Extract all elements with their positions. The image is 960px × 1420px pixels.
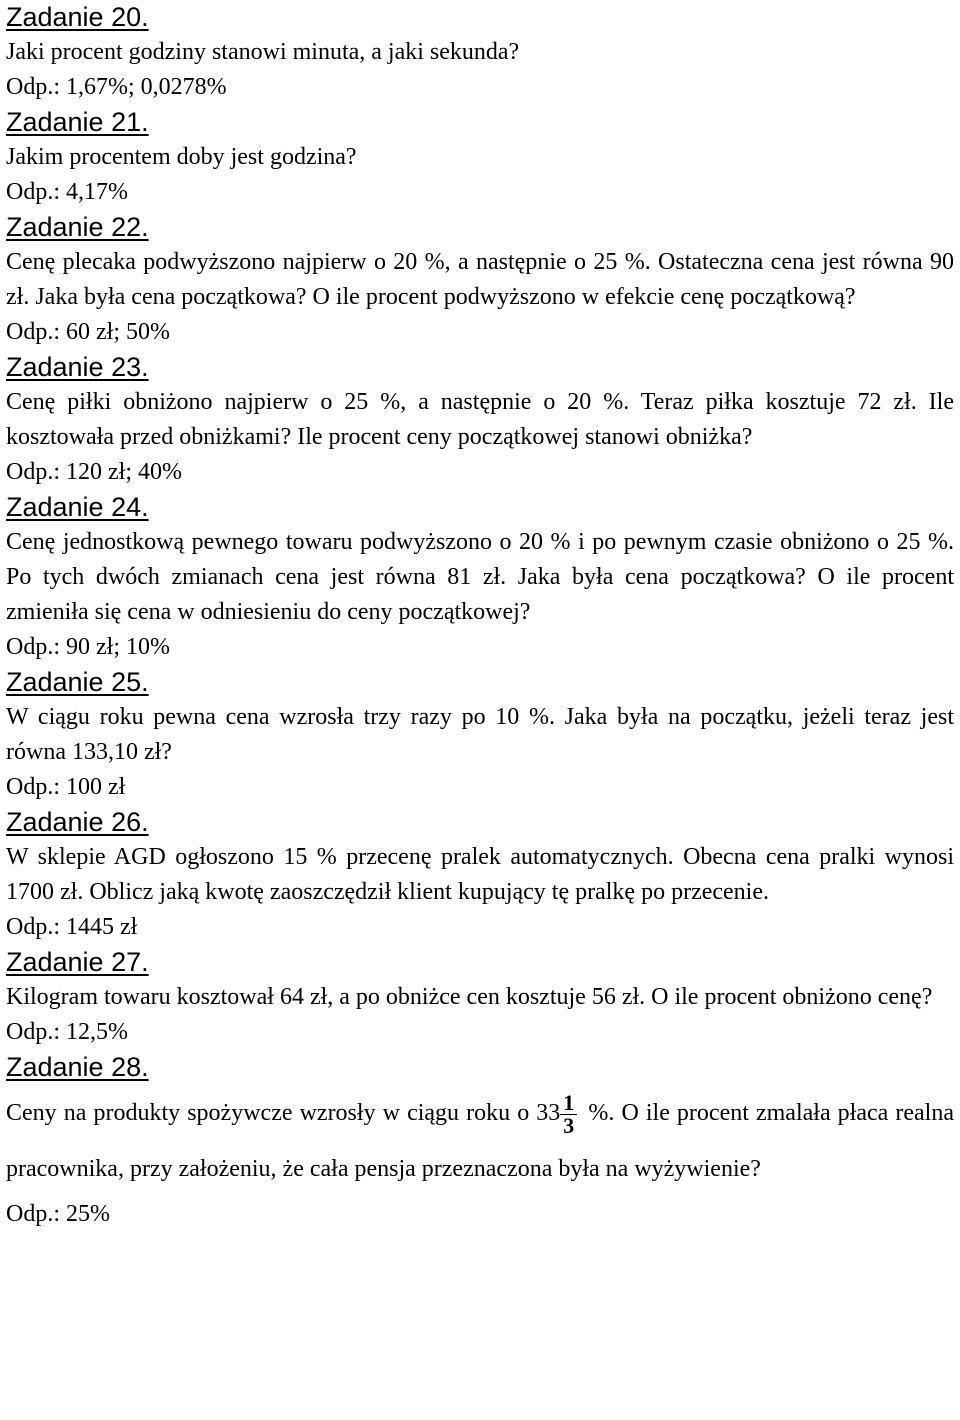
task-question: Jaki procent godziny stanowi minuta, a jaki sekunda? xyxy=(6,39,520,65)
task-heading: Zadanie 25. xyxy=(6,667,149,697)
task-22 xyxy=(6,210,954,350)
task-heading: Zadanie 22. xyxy=(6,212,149,242)
fraction xyxy=(560,1089,577,1138)
task-question: Cenę plecaka podwyższono najpierw o 20 %, a następnie o 25 %. Ostateczna cena jest równa 90 zł. Jaka była cena początkowa? O ile procent podwyższono w efekcie cenę początkową? xyxy=(6,249,954,310)
fraction-numerator: 1 xyxy=(560,1092,577,1115)
task-question: Cenę jednostkową pewnego towaru podwyższono o 20 % i po pewnym czasie obniżono o 25 %. Po tych dwóch zmianach cena jest równa 81 zł. Jaka była cena początkowa? O ile procent zmieniła się cena w odniesieniu do ceny początkowej? xyxy=(6,529,954,625)
task-25 xyxy=(6,665,954,805)
task-answer: Odp.: 120 zł; 40% xyxy=(6,459,182,485)
task-answer: Odp.: 1,67%; 0,0278% xyxy=(6,74,227,100)
task-heading: Zadanie 21. xyxy=(6,107,149,137)
task-heading: Zadanie 24. xyxy=(6,492,149,522)
task-27 xyxy=(6,945,954,1050)
task-23 xyxy=(6,350,954,490)
task-answer: Odp.: 100 zł xyxy=(6,774,126,800)
task-21 xyxy=(6,105,954,210)
task-heading: Zadanie 27. xyxy=(6,947,149,977)
task-answer: Odp.: 1445 zł xyxy=(6,914,138,940)
task-answer: Odp.: 4,17% xyxy=(6,179,128,205)
task-answer: Odp.: 25% xyxy=(6,1201,110,1227)
task-heading: Zadanie 20. xyxy=(6,2,149,32)
task-question: Jakim procentem doby jest godzina? xyxy=(6,144,357,170)
task-question: W ciągu roku pewna cena wzrosła trzy razy po 10 %. Jaka była na początku, jeżeli teraz jest równa 133,10 zł? xyxy=(6,704,954,765)
fraction-denominator: 3 xyxy=(563,1112,575,1138)
task-20 xyxy=(6,0,954,105)
task-heading: Zadanie 28. xyxy=(6,1052,149,1082)
task-question xyxy=(6,1085,954,1197)
question-text-part2: %. O ile procent zmalała płaca realna pracownika, przy założeniu, że cała pensja przeznaczona była na wyżywienie? xyxy=(6,1100,954,1182)
question-text-part1: Ceny na produkty spożywcze wzrosły w ciągu roku o 33 xyxy=(6,1100,561,1126)
task-question: W sklepie AGD ogłoszono 15 % przecenę pralek automatycznych. Obecna cena pralki wynosi 1700 zł. Oblicz jaką kwotę zaoszczędził klient kupujący tę pralkę po przecenie. xyxy=(6,844,954,905)
task-answer: Odp.: 12,5% xyxy=(6,1019,128,1045)
task-heading: Zadanie 26. xyxy=(6,807,149,837)
task-question: Cenę piłki obniżono najpierw o 25 %, a następnie o 20 %. Teraz piłka kosztuje 72 zł. Ile kosztowała przed obniżkami? Ile procent ceny początkowej stanowi obniżka? xyxy=(6,389,954,450)
task-24 xyxy=(6,490,954,665)
task-26 xyxy=(6,805,954,945)
task-28 xyxy=(6,1050,954,1232)
task-question: Kilogram towaru kosztował 64 zł, a po obniżce cen kosztuje 56 zł. O ile procent obniżono cenę? xyxy=(6,984,933,1010)
task-heading: Zadanie 23. xyxy=(6,352,149,382)
task-answer: Odp.: 60 zł; 50% xyxy=(6,319,170,345)
task-answer: Odp.: 90 zł; 10% xyxy=(6,634,170,660)
